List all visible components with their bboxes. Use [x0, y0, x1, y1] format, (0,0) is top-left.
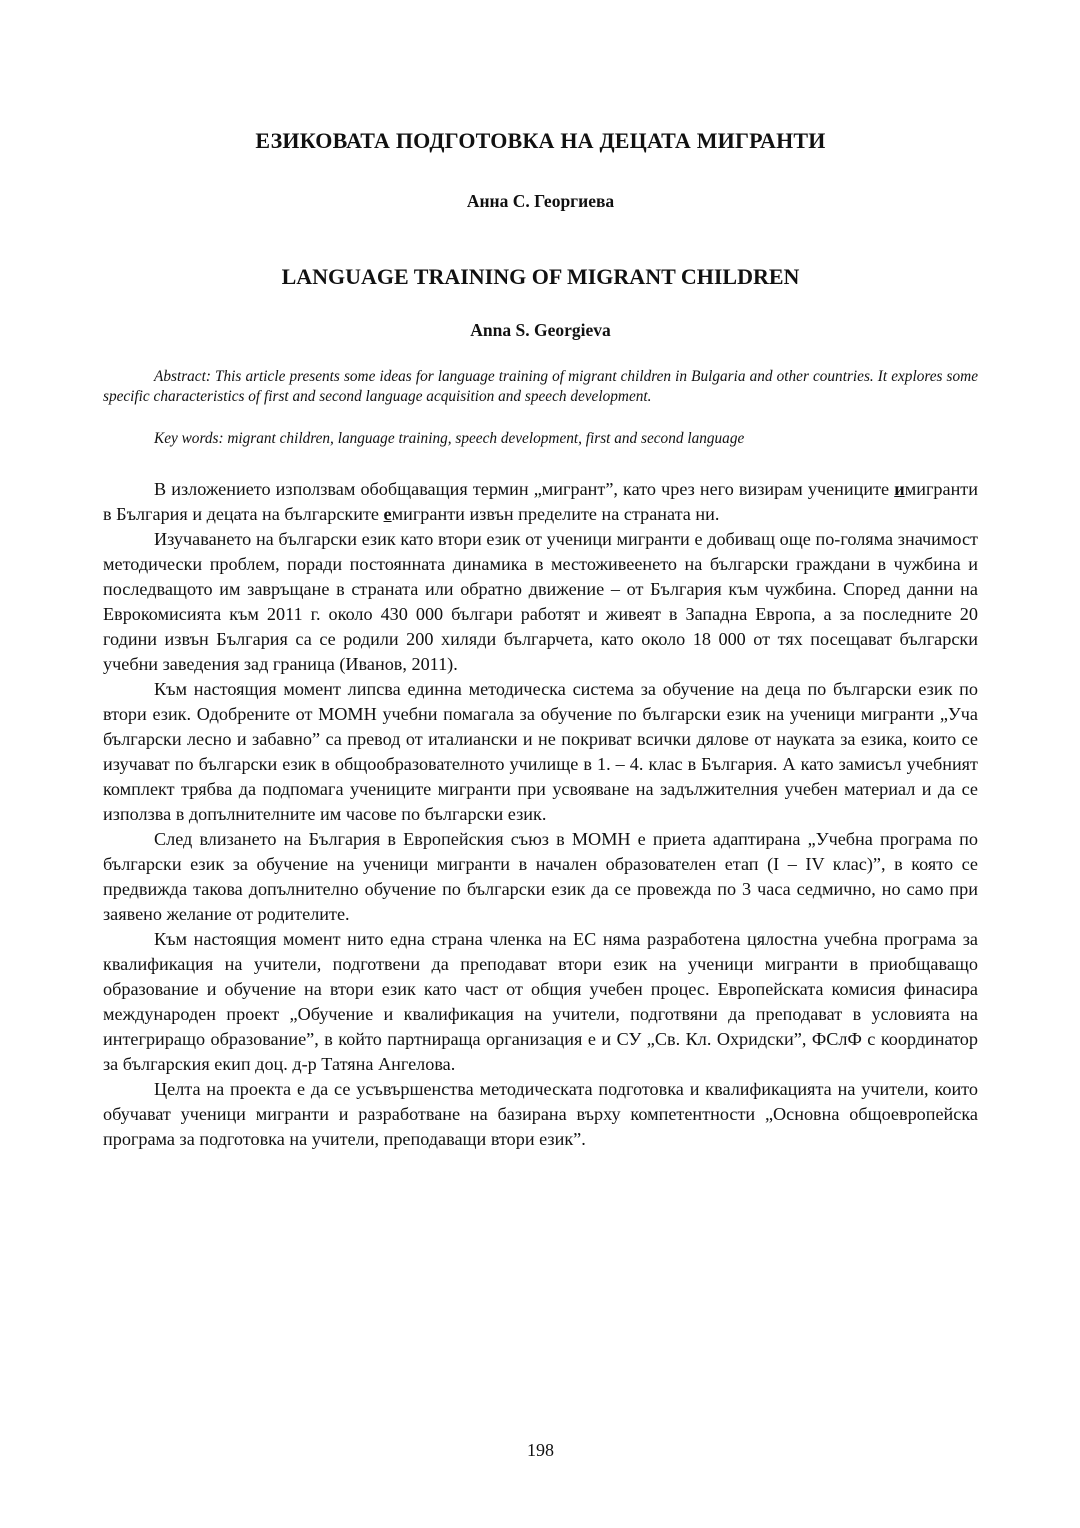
document-page	[103, 0, 978, 1528]
paragraph-4: След влизането на България в Европейския съюз в МОМН е приета адаптирана „Учебна програма по български език за обучение на ученици мигранти в начален образователен етап (I – IV клас)”, в която се предвижда такова допълнително обучение по български език да се провежда по 3 часа седмично, но само при заявено желание от родителите.	[103, 829, 978, 924]
title-english: LANGUAGE TRAINING OF MIGRANT CHILDREN	[281, 264, 800, 289]
keywords: Key words: migrant children, language training, speech development, first and second language	[154, 430, 745, 447]
author-bulgarian: Анна С. Георгиева	[466, 191, 615, 211]
emphasized-letter-e: е	[383, 504, 392, 524]
article-body	[103, 477, 978, 1152]
abstract: Abstract: This article presents some ideas for language training of migrant children in Bulgaria and other countries. It explores some specific characteristics of first and second language acquisition and speech development.	[103, 368, 978, 405]
paragraph-1-text-c: мигранти извън пределите на страната ни.	[391, 504, 720, 524]
paragraph-1-text-b: мигранти в България и децата на българските	[103, 479, 978, 524]
author-english: Anna S. Georgieva	[470, 320, 611, 340]
emphasized-letter-i: и	[894, 479, 905, 499]
paragraph-5: Към настоящия момент нито една страна членка на ЕС няма разработена цялостна учебна програма за квалификация на учители, подготвени да преподават втори език на ученици мигранти в приобщаващо образование и обучение на втори език като част от общия учебен процес. Европейската комисия финасира международен проект „Обучение и квалификация на учители, подготвяни да преподават в условията на интегриращо образование”, в който партнираща организация е и СУ „Св. Кл. Охридски”, ФСлФ с координатор за българския екип доц. д-р Татяна Ангелова.	[103, 929, 978, 1074]
paragraph-2: Изучаването на български език като втори език от ученици мигранти е добиващ още по-голяма значимост методически проблем, поради постоянната динамика в местоживеенето на български граждани в чужбина и последващото им завръщане в страната или обратно движение – от България към чужбина. Според данни на Еврокомисията към 2011 г. около 430 000 българи работят и живеят в Западна Европа, а за последните 20 години извън България са се родили 200 хиляди българчета, като около 18 000 от тях посещават български учебни заведения зад граница (Иванов, 2011).	[103, 529, 978, 674]
paragraph-3: Към настоящия момент липсва единна методическа система за обучение на деца по български език по втори език. Одобрените от МОМН учебни помагала за обучение по български език на ученици мигранти „Уча български лесно и забавно” са превод от италиански и не покриват всички дялове от науката за езика, които се изучават по български език в общообразователното училище в 1. – 4. клас в България. А като замисъл учебният комплект трябва да подпомага учениците мигранти при усвояване на задължителния учебен материал и да се използва в допълнителните им часове по български език.	[103, 679, 978, 824]
title-bulgarian: ЕЗИКОВАТА ПОДГОТОВКА НА ДЕЦАТА МИГРАНТИ	[255, 128, 826, 153]
page-number: 198	[527, 1440, 554, 1460]
paragraph-6: Целта на проекта е да се усъвършенства методическата подготовка и квалификацията на учители, които обучават ученици мигранти и разработване на базирана върху компетентности „Основна общоевропейска програма за подготовка на учители, преподаващи втори език”.	[103, 1079, 978, 1149]
paragraph-1-text-a: В изложението използвам обобщаващия термин „мигрант”, като чрез него визирам учениците	[154, 479, 895, 499]
paragraph-1	[103, 477, 978, 527]
